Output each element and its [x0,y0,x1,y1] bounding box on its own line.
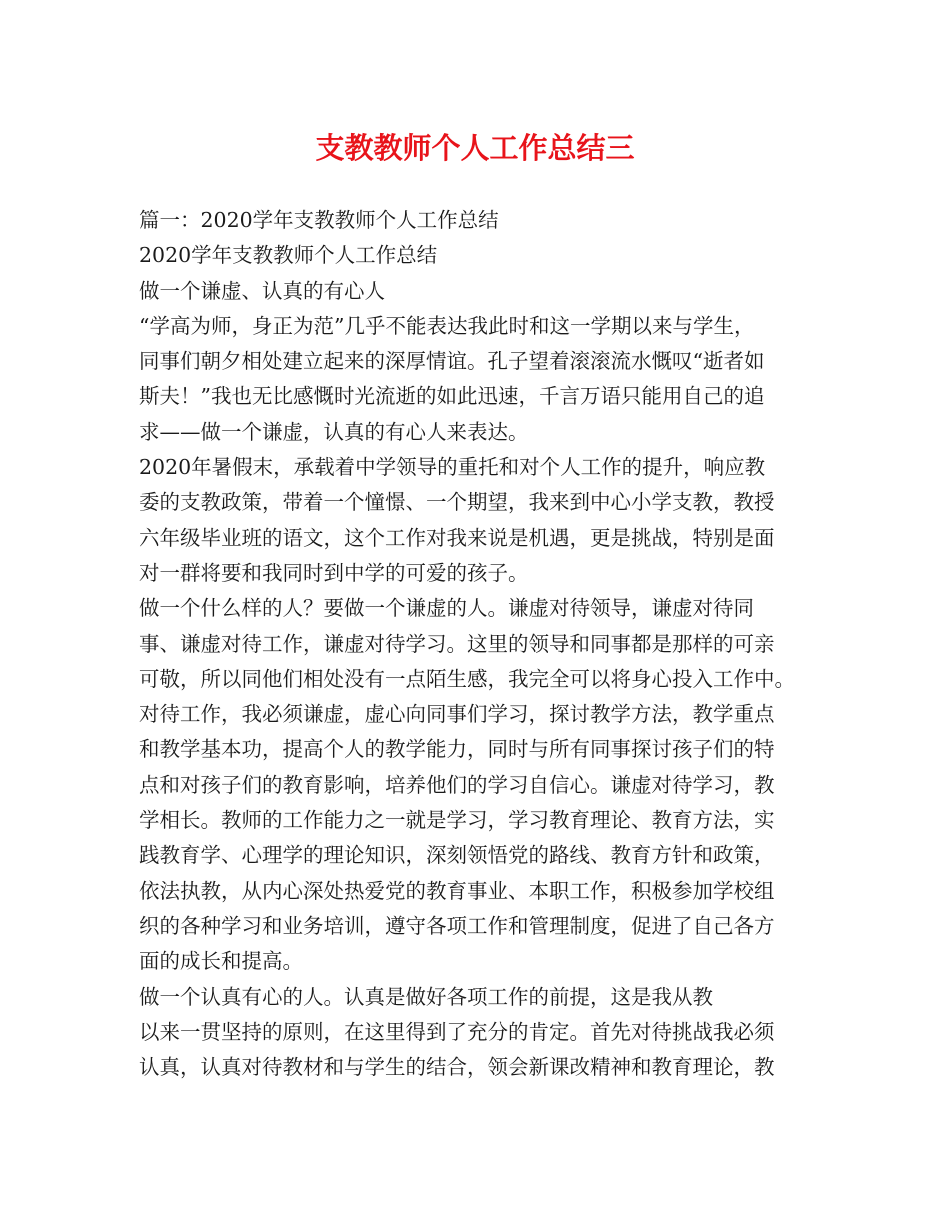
text-line: 依法执教，从内心深处热爱党的教育事业、本职工作，积极参加学校组 [139,878,775,903]
text-line: 六年级毕业班的语文，这个工作对我来说是机遇，更是挑战，特别是面 [139,525,775,550]
text-line: 斯夫！”我也无比感慨时光流逝的如此迅速，千言万语只能用自己的追 [139,384,765,409]
text-line: 2020学年支教教师个人工作总结 [139,243,438,268]
text-line: 对一群将要和我同时到中学的可爱的孩子。 [139,560,529,585]
text-line: “学高为师，身正为范”几乎不能表达我此时和这一学期以来与学生， [139,313,755,338]
text-line: 学相长。教师的工作能力之一就是学习，学习教育理论、教育方法，实 [139,808,775,833]
text-line: 织的各种学习和业务培训，遵守各项工作和管理制度，促进了自己各方 [139,913,775,938]
text-line: 对待工作，我必须谦虚，虚心向同事们学习，探讨教学方法，教学重点 [139,702,775,727]
text-line: 践教育学、心理学的理论知识，深刻领悟党的路线、教育方针和政策， [139,843,775,868]
text-line: 委的支教政策，带着一个憧憬、一个期望，我来到中心小学支教，教授 [139,490,775,515]
text-line: 点和对孩子们的教育影响，培养他们的学习自信心。谦虚对待学习，教 [139,772,775,797]
document-body [139,203,829,1085]
text-line: 面的成长和提高。 [139,949,303,974]
text-line: 事、谦虚对待工作，谦虚对待学习。这里的领导和同事都是那样的可亲 [139,631,775,656]
text-line: 2020年暑假末，承载着中学领导的重托和对个人工作的提升，响应教 [139,455,766,480]
text-line: 同事们朝夕相处建立起来的深厚情谊。孔子望着滚滚流水慨叹“逝者如 [139,349,765,374]
text-line: 篇一：2020学年支教教师个人工作总结 [139,208,499,232]
text-line: 可敬，所以同他们相处没有一点陌生感，我完全可以将身心投入工作中。 [139,666,795,691]
text-line: 做一个认真有心的人。认真是做好各项工作的前提，这是我从教 [139,984,713,1009]
text-line: 求——做一个谦虚，认真的有心人来表达。 [139,419,529,444]
document-title: 支教教师个人工作总结三 [315,131,635,165]
text-line: 和教学基本功，提高个人的教学能力，同时与所有同事探讨孩子们的特 [139,737,775,762]
text-line: 做一个谦虚、认真的有心人 [139,278,385,303]
text-line: 认真，认真对待教材和与学生的结合，领会新课改精神和教育理论，教 [139,1055,775,1080]
text-line: 以来一贯坚持的原则，在这里得到了充分的肯定。首先对待挑战我必须 [139,1019,775,1044]
text-line: 做一个什么样的人？要做一个谦虚的人。谦虚对待领导，谦虚对待同 [139,596,754,621]
